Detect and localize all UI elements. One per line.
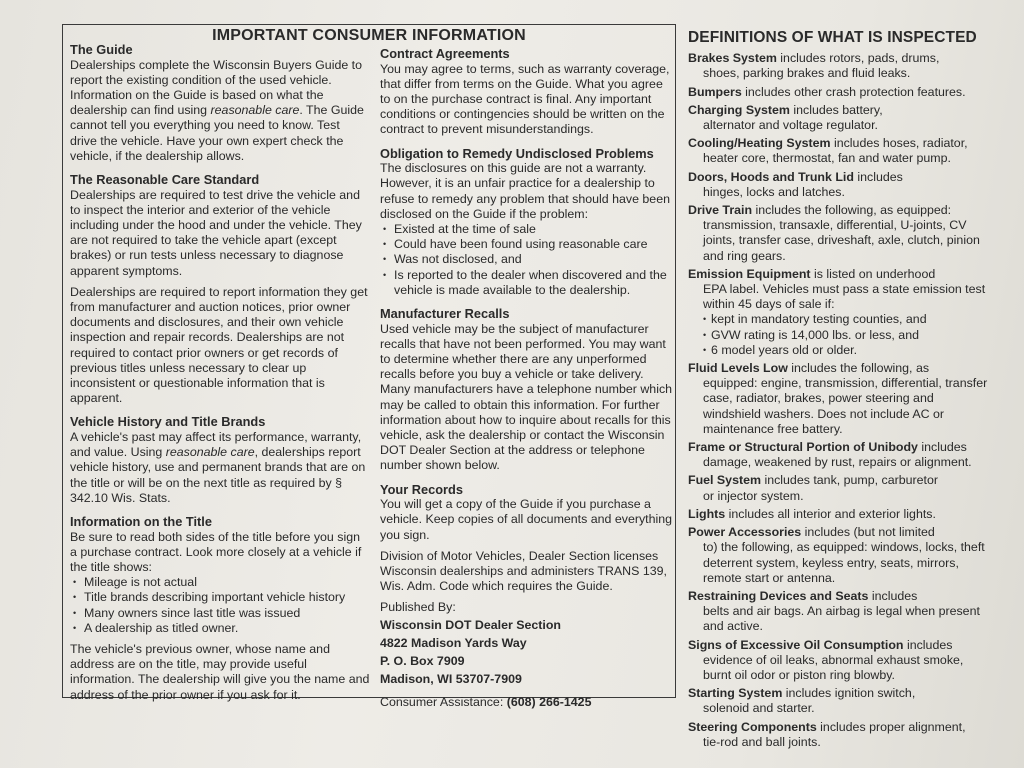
list-item: • Many owners since last title was issued xyxy=(70,606,370,621)
reasonable-care-heading: The Reasonable Care Standard xyxy=(70,172,260,188)
title-info-heading: Information on the Title xyxy=(70,514,212,530)
def-drive-train: Drive Train includes the following, as equipped: transmission, transaxle, differential, U-joints, CV joints, transfer case, driveshaft, axle, clutch, pinion and ring gears. xyxy=(688,203,980,263)
list-item: • GVW rating is 14,000 lbs. or less, and xyxy=(703,328,988,343)
list-item: • Mileage is not actual xyxy=(70,575,370,590)
list-item: • Could have been found using reasonable care xyxy=(380,237,674,252)
records-para-2: Division of Motor Vehicles, Dealer Section licenses Wisconsin dealerships and administers TRANS 139, Wis. Adm. Code which requires the Guide. xyxy=(380,548,667,594)
recalls-text: Used vehicle may be the subject of manufacturer recalls that have not been performed. You may want to determine whether there are any unperformed recalls before you buy a vehicle or take delivery. Many manufacturers have a telephone number which may be called to obtain this information. For further information about how to inquire about recalls for this vehicle, ask the dealership or contact the Wisconsin DOT Dealer Section at the address or telephone number shown below. xyxy=(380,321,673,473)
def-doors: Doors, Hoods and Trunk Lid includes hinges, locks and latches. xyxy=(688,169,903,199)
def-cooling: Cooling/Heating System includes hoses, radiator, heater core, thermostat, fan and water pump. xyxy=(688,136,968,166)
column-definitions xyxy=(688,30,988,753)
list-item: • kept in mandatory testing counties, and xyxy=(703,312,988,327)
published-label: Published By: xyxy=(380,600,456,615)
def-restraining: Restraining Devices and Seats includes belts and air bags. An airbag is legal when present and active. xyxy=(688,588,980,634)
def-brakes: Brakes System includes rotors, pads, drums, shoes, parking brakes and fluid leaks. xyxy=(688,51,940,81)
def-fluid-levels: Fluid Levels Low includes the following, as equipped: engine, transmission, differential, transfer case, radiator, brakes, power steering and windshield washers. Does not include AC or maintenance free battery. xyxy=(688,361,988,436)
def-fuel: Fuel System includes tank, pump, carburetor or injector system. xyxy=(688,473,939,503)
reasonable-care-para-1: Dealerships are required to test drive the vehicle and to inspect the interior and exterior of the vehicle including under the hood and under the vehicle. They are not required to take the vehicle apart (except brakes) or run tests unless necessary to diagnose apparent symptoms. xyxy=(70,187,362,278)
recalls-heading: Manufacturer Recalls xyxy=(380,306,510,322)
records-para-1: You will get a copy of the Guide if you purchase a vehicle. Keep copies of all documents and everything you sign. xyxy=(380,497,673,542)
contract-heading: Contract Agreements xyxy=(380,46,510,61)
title-info-outro: The vehicle's previous owner, whose name and address are on the title, may provide useful information. The dealership will give you the name and address of the prior owner if you ask for it. xyxy=(70,642,370,702)
published-city: Madison, WI 53707-7909 xyxy=(380,671,522,686)
definitions-title: DEFINITIONS OF WHAT IS INSPECTED xyxy=(688,29,977,46)
column-middle xyxy=(380,46,674,710)
list-item: • Existed at the time of sale xyxy=(380,222,674,237)
def-power-accessories: Power Accessories includes (but not limited to) the following, as equipped: windows, locks, theft deterrent system, keyless entry, seats, mirrors, remote start or antenna. xyxy=(688,525,985,585)
emission-list xyxy=(688,312,988,358)
remedy-heading: Obligation to Remedy Undisclosed Problems xyxy=(380,145,654,161)
def-frame: Frame or Structural Portion of Unibody includes damage, weakened by rust, repairs or alignment. xyxy=(688,440,972,470)
contract-text: You may agree to terms, such as warranty coverage, that differ from terms on the Guide. What you agree to on the purchase contract is final. Any important conditions or contingencies should be written on the contract to prevent misunderstandings. xyxy=(380,61,670,137)
def-steering: Steering Components includes proper alignment, tie-rod and ball joints. xyxy=(688,719,966,749)
published-org: Wisconsin DOT Dealer Section xyxy=(380,617,561,632)
list-item: • 6 model years old or older. xyxy=(703,343,988,358)
list-item: • A dealership as titled owner. xyxy=(70,621,370,636)
history-heading: Vehicle History and Title Brands xyxy=(70,414,266,430)
remedy-list xyxy=(380,222,674,298)
def-starting: Starting System includes ignition switch, solenoid and starter. xyxy=(688,686,916,716)
published-pobox: P. O. Box 7909 xyxy=(380,653,465,668)
published-street: 4822 Madison Yards Way xyxy=(380,635,527,650)
records-heading: Your Records xyxy=(380,481,463,497)
reasonable-care-para-2: Dealerships are required to report information they get from manufacturer and auction notices, prior owner documents and disclosures, and their own vehicle inspection and repair records. Dealerships are not required to contact prior owners or get records of previous titles unless necessary to clear up inconsistent or questionable information that is apparent. xyxy=(70,284,368,406)
box-title: IMPORTANT CONSUMER INFORMATION xyxy=(212,27,526,44)
list-item: • Was not disclosed, and xyxy=(380,252,674,267)
title-info-intro: Be sure to read both sides of the title before you sign a purchase contract. Look more closely at a vehicle if the title shows: xyxy=(70,529,362,575)
history-text: A vehicle's past may affect its performance, warranty, and value. Using reasonable care, dealerships report vehicle history, use and permanent brands that are on the title or will be on the next title as required by § 342.10 Wis. Stats. xyxy=(70,430,366,505)
title-info-list xyxy=(70,575,370,636)
def-lights: Lights includes all interior and exterior lights. xyxy=(688,506,936,521)
def-bumpers: Bumpers includes other crash protection features. xyxy=(688,84,966,99)
remedy-intro: The disclosures on this guide are not a warranty. However, it is an unfair practice for a dealership to refuse to remedy any problem that should have been disclosed on the Guide if the problem: xyxy=(380,161,670,221)
guide-text: Dealerships complete the Wisconsin Buyers Guide to report the existing condition of the used vehicle. Information on the Guide is based on what the dealership can find using reasonable care. The Guide cannot tell you everything you need to know. Test drive the vehicle. Have your own expert check the vehicle, if the dealership allows. xyxy=(70,57,364,163)
column-left xyxy=(70,42,370,703)
list-item: • Title brands describing important vehicle history xyxy=(70,590,370,605)
def-emission: Emission Equipment is listed on underhood EPA label. Vehicles must pass a state emission test within 45 days of sale if: • kept in mandatory testing counties, and • GVW rating is 14,000 lbs. or less, and • 6 model years old or older. xyxy=(688,267,988,358)
def-charging: Charging System includes battery, alternator and voltage regulator. xyxy=(688,102,883,133)
consumer-assistance: Consumer Assistance: (608) 266-1425 xyxy=(380,694,592,709)
def-oil-consumption: Signs of Excessive Oil Consumption includes evidence of oil leaks, abnormal exhaust smoke, burnt oil odor or piston ring blowby. xyxy=(688,637,964,682)
list-item: • Is reported to the dealer when discovered and the vehicle is made available to the dealership. xyxy=(380,268,674,298)
guide-heading: The Guide xyxy=(70,42,133,57)
